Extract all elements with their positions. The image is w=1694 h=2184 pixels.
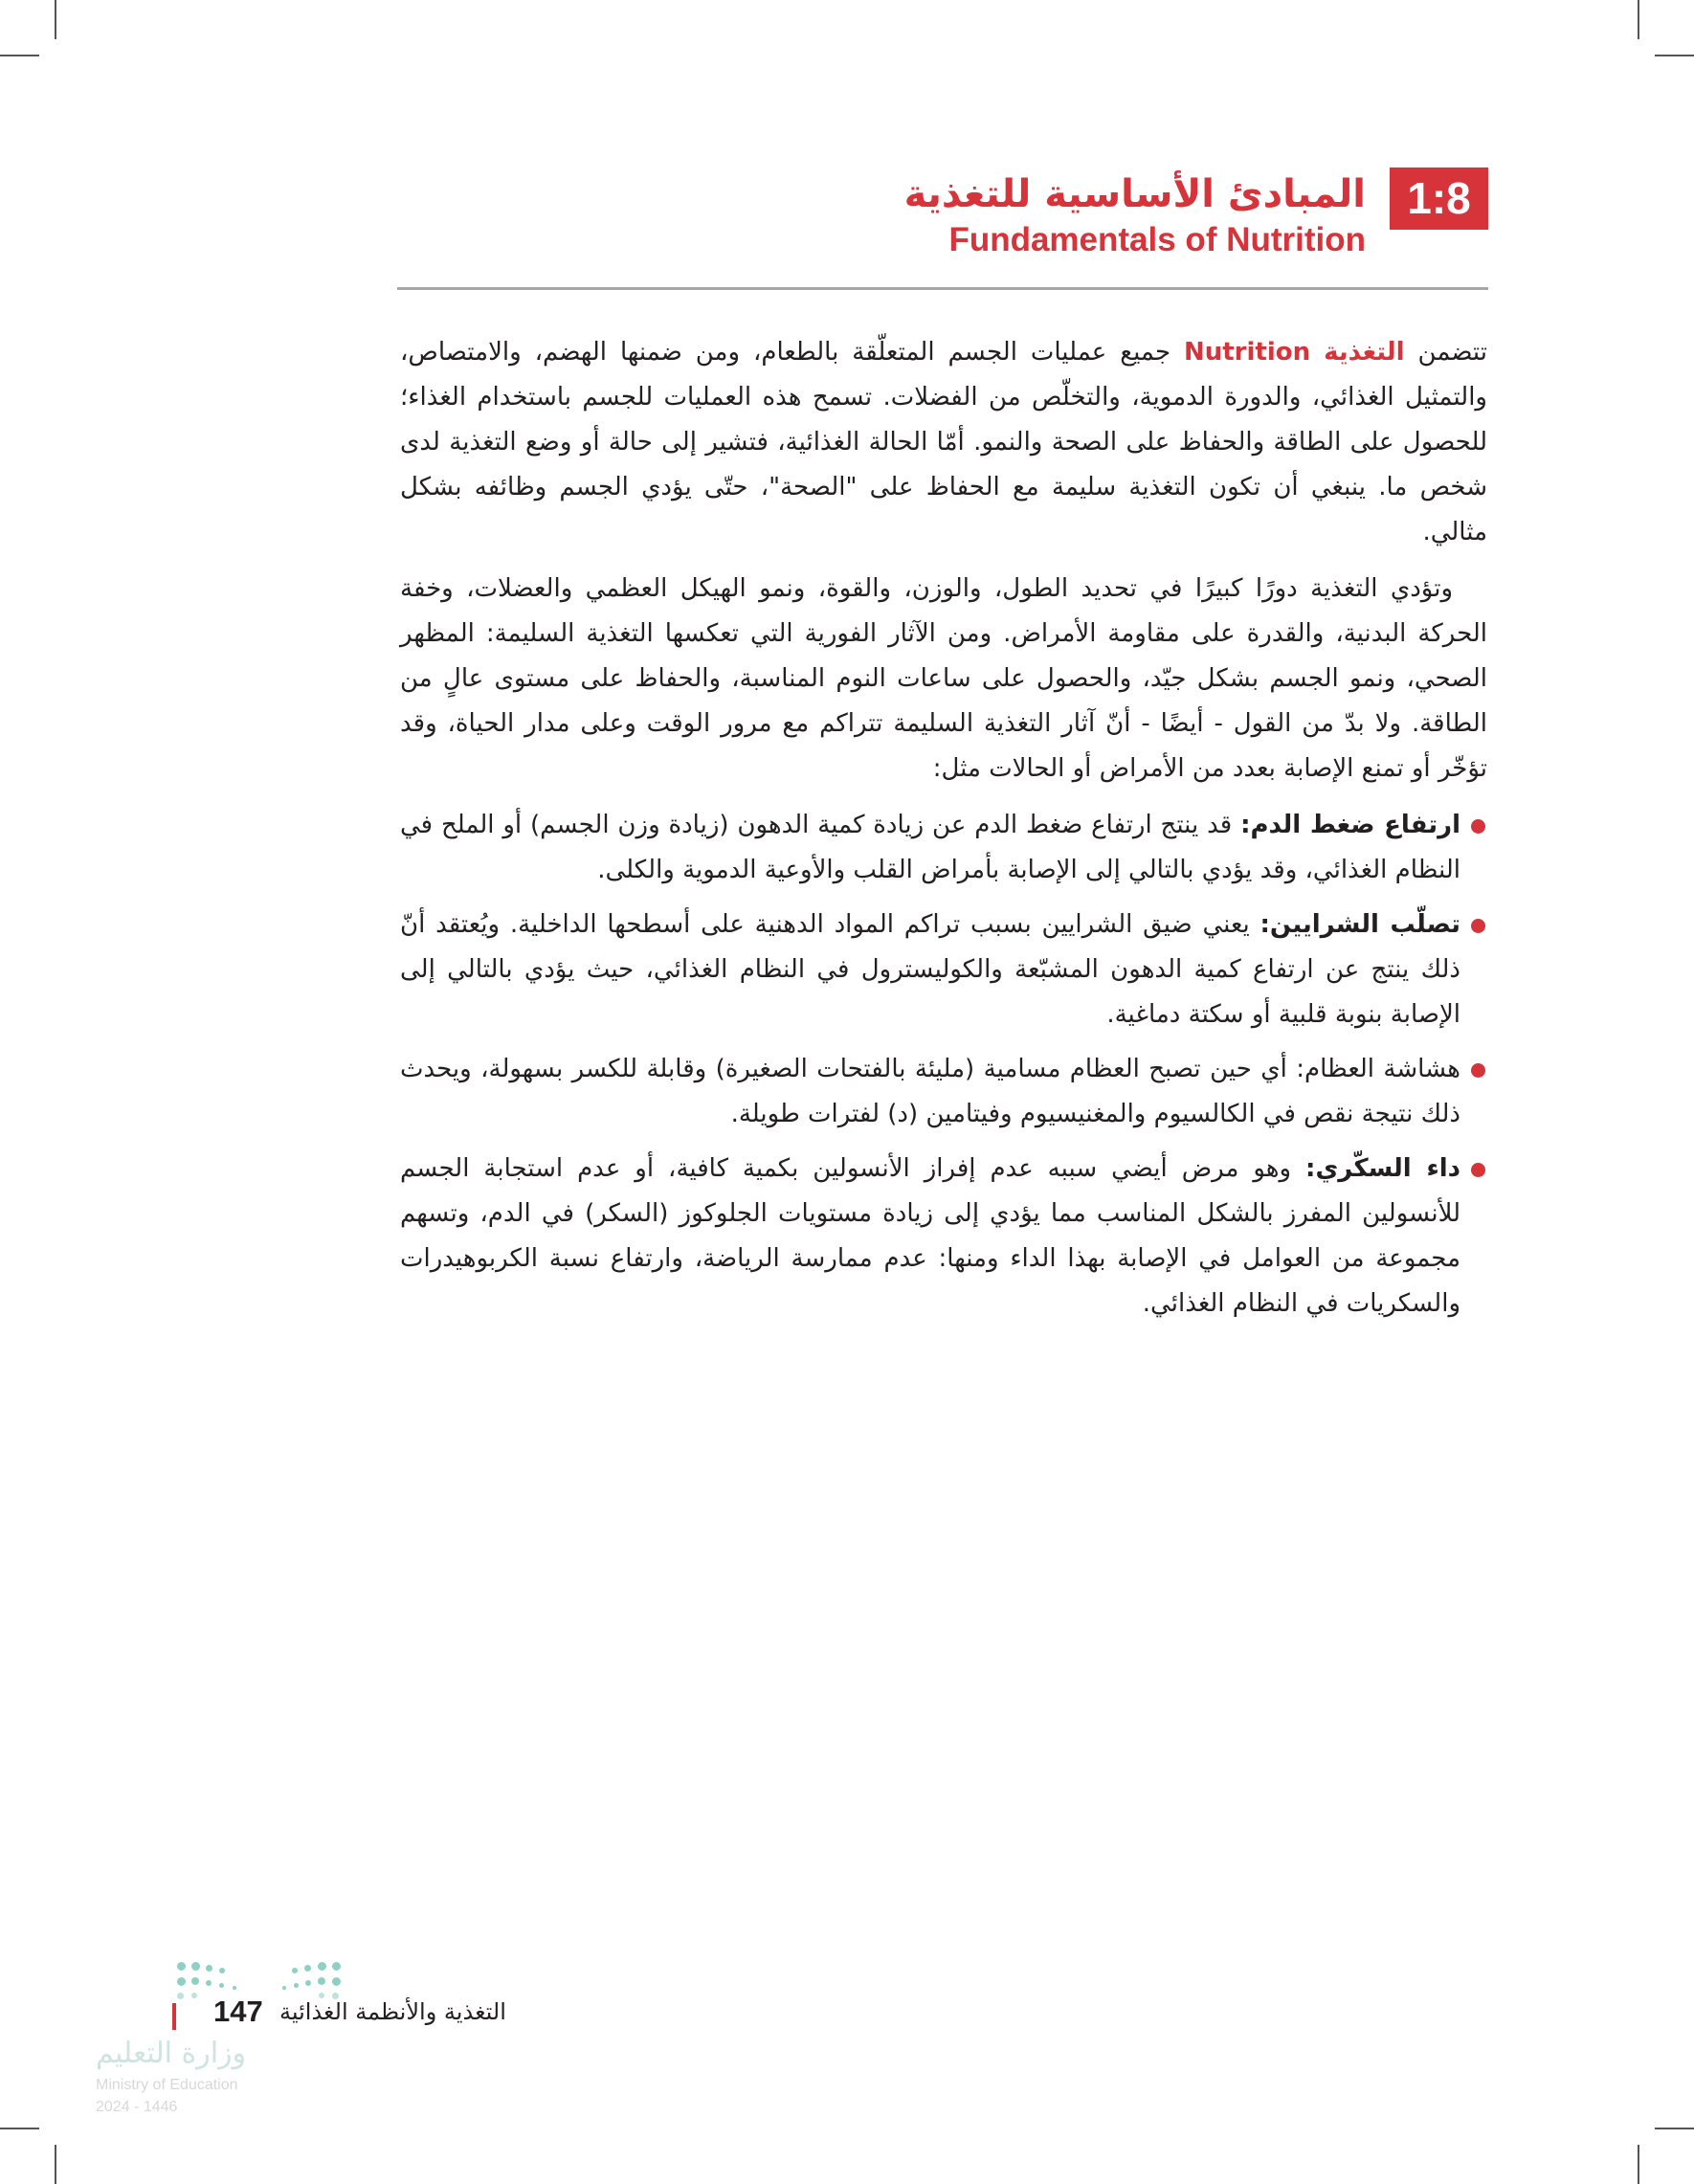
crop-mark-bottom-left-horizontal — [0, 2128, 39, 2129]
edition-year: 2024 - 1446 — [96, 2099, 178, 2115]
list-item-text: قد ينتج ارتفاع ضغط الدم عن زيادة كمية الدهون (زيادة وزن الجسم) أو الملح في النظام الغذائي، وقد يؤدي بالتالي إلى الإصابة بأمراض القلب والأوعية الدموية والكلى. — [400, 811, 1460, 884]
page-footer — [0, 1943, 574, 2115]
crop-mark-bottom-right-vertical — [1638, 2145, 1639, 2184]
conditions-list — [400, 803, 1487, 1326]
list-item-term: ارتفاع ضغط الدم: — [1240, 811, 1461, 839]
crop-mark-bottom-right-horizontal — [1655, 2128, 1694, 2129]
bullet-dot-icon — [1471, 1063, 1485, 1078]
list-item-diabetes — [400, 1147, 1487, 1326]
section-header — [397, 167, 1488, 273]
role-paragraph: وتؤدي التغذية دورًا كبيرًا في تحديد الطول، والوزن، والقوة، ونمو الهيكل العظمي والعضلات، وخفة الحركة البدنية، والقدرة على مقاومة الأمراض. ومن الآثار الفورية التي تعكسها التغذية السليمة: المظهر الصحي، ونمو الجسم بشكل جيّد، والحصول على ساعات النوم المناسبة، والحفاظ على مستوى عالٍ من الطاقة. ولا بدّ من القول - أيضًا - أنّ آثار التغذية السليمة تتراكم مع مرور الوقت وعلى مدار الحياة، وقد تؤخّر أو تمنع الإصابة بعدد من الأمراض أو الحالات مثل: — [400, 574, 1487, 783]
list-item-text: يعني ضيق الشرايين بسبب تراكم المواد الدهنية على أسطحها الداخلية. ويُعتقد أنّ ذلك ينتج عن ارتفاع كمية الدهون المشبّعة والكوليسترول في النظام الغذائي، حيث يؤدي بالتالي إلى الإصابة بنوبة قلبية أو سكتة دماغية. — [400, 910, 1460, 1029]
book-title: التغذية والأنظمة الغذائية — [279, 1998, 506, 2025]
keyword-arabic: التغذية — [1324, 338, 1405, 367]
section-number-badge: 1:8 — [1390, 167, 1488, 230]
keyword-english: Nutrition — [1183, 338, 1311, 367]
crop-mark-top-right-vertical — [1638, 0, 1639, 39]
list-item-text: وهو مرض أيضي سببه عدم إفراز الأنسولين بكمية كافية، أو عدم استجابة الجسم للأنسولين المفرز بالشكل المناسب مما يؤدي إلى زيادة مستويات الجلوكوز (السكر) في الدم، وتسهم مجموعة من العوامل في الإصابة بهذا الداء ومنها: عدم ممارسة الرياضة، وارتفاع نسبة الكربوهيدرات والسكريات في النظام الغذائي. — [400, 1154, 1460, 1318]
page-number-accent-bar — [172, 2003, 176, 2030]
bullet-dot-icon — [1471, 1163, 1485, 1177]
intro-text: جميع عمليات الجسم المتعلّقة بالطعام، ومن ضمنها الهضم، والامتصاص، والتمثيل الغذائي، والدورة الدموية، والتخلّص من الفضلات. تسمح هذه العمليات للجسم باستخدام الغذاء؛ للحصول على الطاقة والحفاظ على الصحة والنمو. أمّا الحالة الغذائية، فتشير إلى حالة أو وضع التغذية لدى شخص ما. ينبغي أن تكون التغذية سليمة مع الحفاظ على "الصحة"، حتّى يؤدي الجسم وظائفه بشكل مثالي. — [400, 338, 1487, 546]
bullet-dot-icon — [1471, 819, 1485, 834]
intro-lead: تتضمن — [1417, 338, 1487, 367]
list-item-term: داء السكّري: — [1305, 1154, 1460, 1183]
list-item-term: تصلّب الشرايين: — [1259, 910, 1460, 939]
section-title-english: Fundamentals of Nutrition — [948, 221, 1366, 258]
crop-mark-top-right-horizontal — [1655, 55, 1694, 56]
bullet-dot-icon — [1471, 919, 1485, 933]
intro-paragraph — [400, 330, 1487, 555]
header-divider — [397, 287, 1488, 290]
ministry-name-english: Ministry of Education — [96, 2077, 238, 2093]
list-item-osteoporosis — [400, 1047, 1487, 1137]
list-item-atherosclerosis — [400, 903, 1487, 1037]
ministry-name-arabic: وزارة التعليم — [96, 2037, 247, 2070]
crop-mark-bottom-left-vertical — [55, 2145, 56, 2184]
crop-mark-top-left-vertical — [55, 0, 56, 39]
list-item-term: هشاشة العظام: — [1296, 1055, 1460, 1083]
crop-mark-top-left-horizontal — [0, 55, 39, 56]
page-number: 147 — [213, 1995, 263, 2028]
section-title-arabic: المبادئ الأساسية للتغذية — [903, 172, 1366, 216]
list-item-hypertension — [400, 803, 1487, 893]
body-content — [400, 330, 1487, 1336]
list-item-text: أي حين تصبح العظام مسامية (مليئة بالفتحات الصغيرة) وقابلة للكسر بسهولة، ويحدث ذلك نتيجة نقص في الكالسيوم والمغنيسيوم وفيتامين (د) لفترات طويلة. — [400, 1055, 1460, 1128]
